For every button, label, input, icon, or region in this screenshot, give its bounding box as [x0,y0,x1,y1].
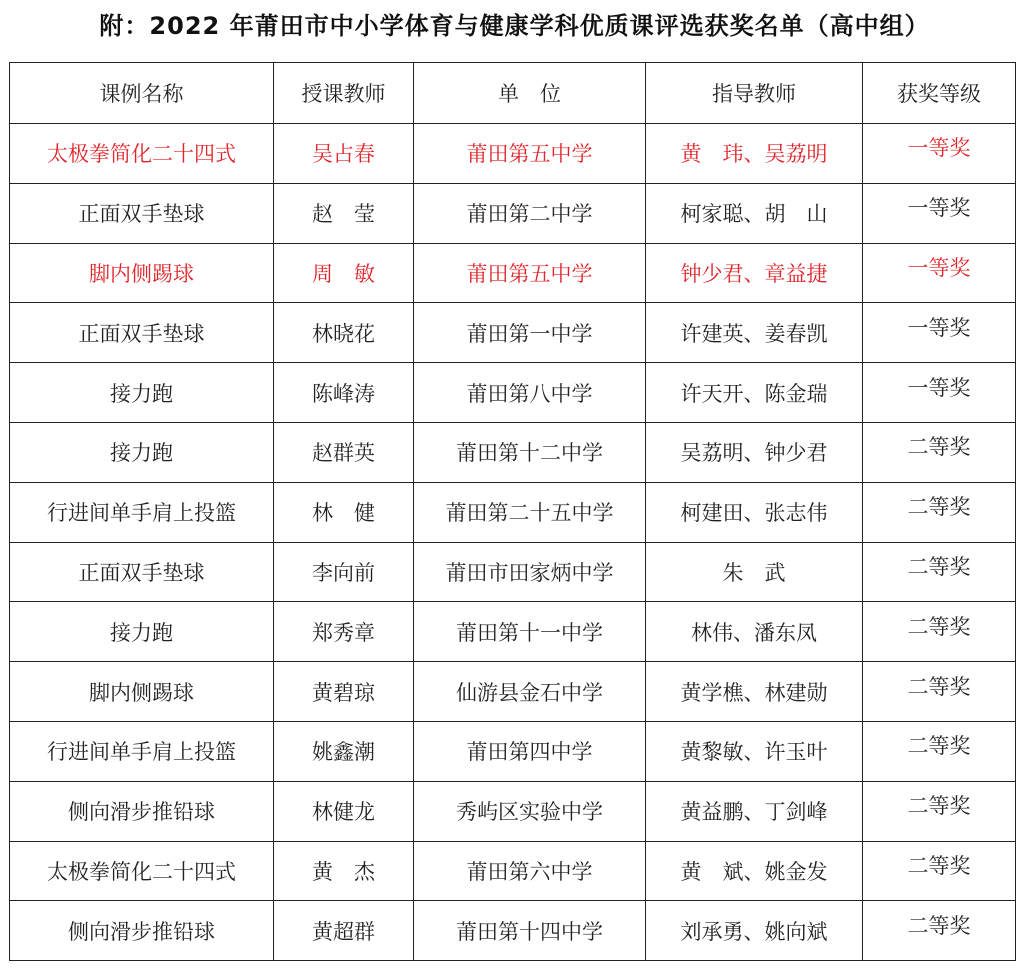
cell-teacher: 林健龙 [274,781,414,841]
cell-course-name: 侧向滑步推铅球 [10,901,274,961]
cell-advisor: 朱 武 [646,542,863,602]
cell-unit: 仙游县金石中学 [414,662,646,722]
cell-advisor: 许天开、陈金瑞 [646,363,863,423]
cell-teacher: 赵群英 [274,422,414,482]
cell-teacher: 吴占春 [274,124,414,184]
cell-advisor: 黄 斌、姚金发 [646,841,863,901]
cell-teacher: 周 敏 [274,243,414,303]
cell-award-level [863,363,1016,423]
table-body [10,124,1016,961]
header-course-name: 课例名称 [10,63,274,124]
cell-unit: 莆田第一中学 [414,303,646,363]
cell-unit: 莆田第四中学 [414,721,646,781]
award-level-text: 二等奖 [907,614,971,639]
cell-unit: 莆田第五中学 [414,243,646,303]
award-level-text: 一等奖 [907,375,971,400]
cell-advisor: 许建英、姜春凯 [646,303,863,363]
cell-teacher: 林 健 [274,482,414,542]
document-title: 附：2022 年莆田市中小学体育与健康学科优质课评选获奖名单（高中组） [99,12,930,40]
table-row [10,542,1016,602]
table-row [10,303,1016,363]
cell-advisor: 黄益鹏、丁剑峰 [646,781,863,841]
cell-course-name: 正面双手垫球 [10,303,274,363]
cell-advisor: 林伟、潘东凤 [646,602,863,662]
cell-award-level [863,662,1016,722]
cell-award-level [863,901,1016,961]
award-table [9,62,1016,961]
cell-teacher: 郑秀章 [274,602,414,662]
cell-teacher: 姚鑫潮 [274,721,414,781]
cell-advisor: 黄 玮、吴荔明 [646,124,863,184]
award-level-text: 一等奖 [907,196,971,221]
award-level-text: 二等奖 [907,913,971,938]
award-level-text: 二等奖 [907,734,971,759]
cell-award-level [863,183,1016,243]
cell-advisor: 刘承勇、姚向斌 [646,901,863,961]
cell-award-level [863,542,1016,602]
cell-award-level [863,721,1016,781]
cell-award-level [863,602,1016,662]
cell-award-level [863,841,1016,901]
cell-course-name: 行进间单手肩上投篮 [10,482,274,542]
header-teacher: 授课教师 [274,63,414,124]
cell-course-name: 脚内侧踢球 [10,243,274,303]
cell-advisor: 钟少君、章益捷 [646,243,863,303]
cell-course-name: 侧向滑步推铅球 [10,781,274,841]
cell-advisor: 吴荔明、钟少君 [646,422,863,482]
table-row [10,781,1016,841]
table-row [10,422,1016,482]
header-award-level: 获奖等级 [863,63,1016,124]
table-row [10,721,1016,781]
cell-teacher: 林晓花 [274,303,414,363]
cell-award-level [863,243,1016,303]
table-row [10,662,1016,722]
cell-teacher: 陈峰涛 [274,363,414,423]
award-level-text: 一等奖 [907,315,971,340]
table-row [10,482,1016,542]
cell-unit: 秀屿区实验中学 [414,781,646,841]
award-level-text: 二等奖 [907,495,971,520]
cell-unit: 莆田第十一中学 [414,602,646,662]
cell-unit: 莆田第二十五中学 [414,482,646,542]
table-header-row [10,63,1016,124]
award-level-text: 二等奖 [907,794,971,819]
cell-award-level [863,124,1016,184]
cell-unit: 莆田第八中学 [414,363,646,423]
table-row [10,363,1016,423]
cell-course-name: 太极拳简化二十四式 [10,124,274,184]
cell-course-name: 正面双手垫球 [10,542,274,602]
cell-advisor: 柯建田、张志伟 [646,482,863,542]
cell-teacher: 赵 莹 [274,183,414,243]
cell-course-name: 接力跑 [10,363,274,423]
cell-award-level [863,482,1016,542]
table-row [10,183,1016,243]
cell-course-name: 正面双手垫球 [10,183,274,243]
header-advisor: 指导教师 [646,63,863,124]
table-row [10,243,1016,303]
award-level-text: 二等奖 [907,674,971,699]
cell-teacher: 黄 杰 [274,841,414,901]
header-unit: 单 位 [414,63,646,124]
cell-advisor: 黄黎敏、许玉叶 [646,721,863,781]
cell-teacher: 黄碧琼 [274,662,414,722]
cell-award-level [863,781,1016,841]
cell-teacher: 李向前 [274,542,414,602]
award-level-text: 一等奖 [907,136,971,161]
cell-unit: 莆田第六中学 [414,841,646,901]
cell-unit: 莆田第二中学 [414,183,646,243]
cell-course-name: 接力跑 [10,422,274,482]
cell-unit: 莆田第十四中学 [414,901,646,961]
table-row [10,124,1016,184]
cell-unit: 莆田市田家炳中学 [414,542,646,602]
cell-teacher: 黄超群 [274,901,414,961]
cell-course-name: 接力跑 [10,602,274,662]
table-row [10,901,1016,961]
cell-unit: 莆田第五中学 [414,124,646,184]
cell-advisor: 柯家聪、胡 山 [646,183,863,243]
cell-advisor: 黄学樵、林建勋 [646,662,863,722]
cell-award-level [863,422,1016,482]
cell-course-name: 太极拳简化二十四式 [10,841,274,901]
award-level-text: 二等奖 [907,853,971,878]
cell-unit: 莆田第十二中学 [414,422,646,482]
table-row [10,841,1016,901]
table-row [10,602,1016,662]
award-level-text: 二等奖 [907,554,971,579]
cell-course-name: 脚内侧踢球 [10,662,274,722]
award-level-text: 二等奖 [907,435,971,460]
cell-award-level [863,303,1016,363]
cell-course-name: 行进间单手肩上投篮 [10,721,274,781]
award-level-text: 一等奖 [907,255,971,280]
